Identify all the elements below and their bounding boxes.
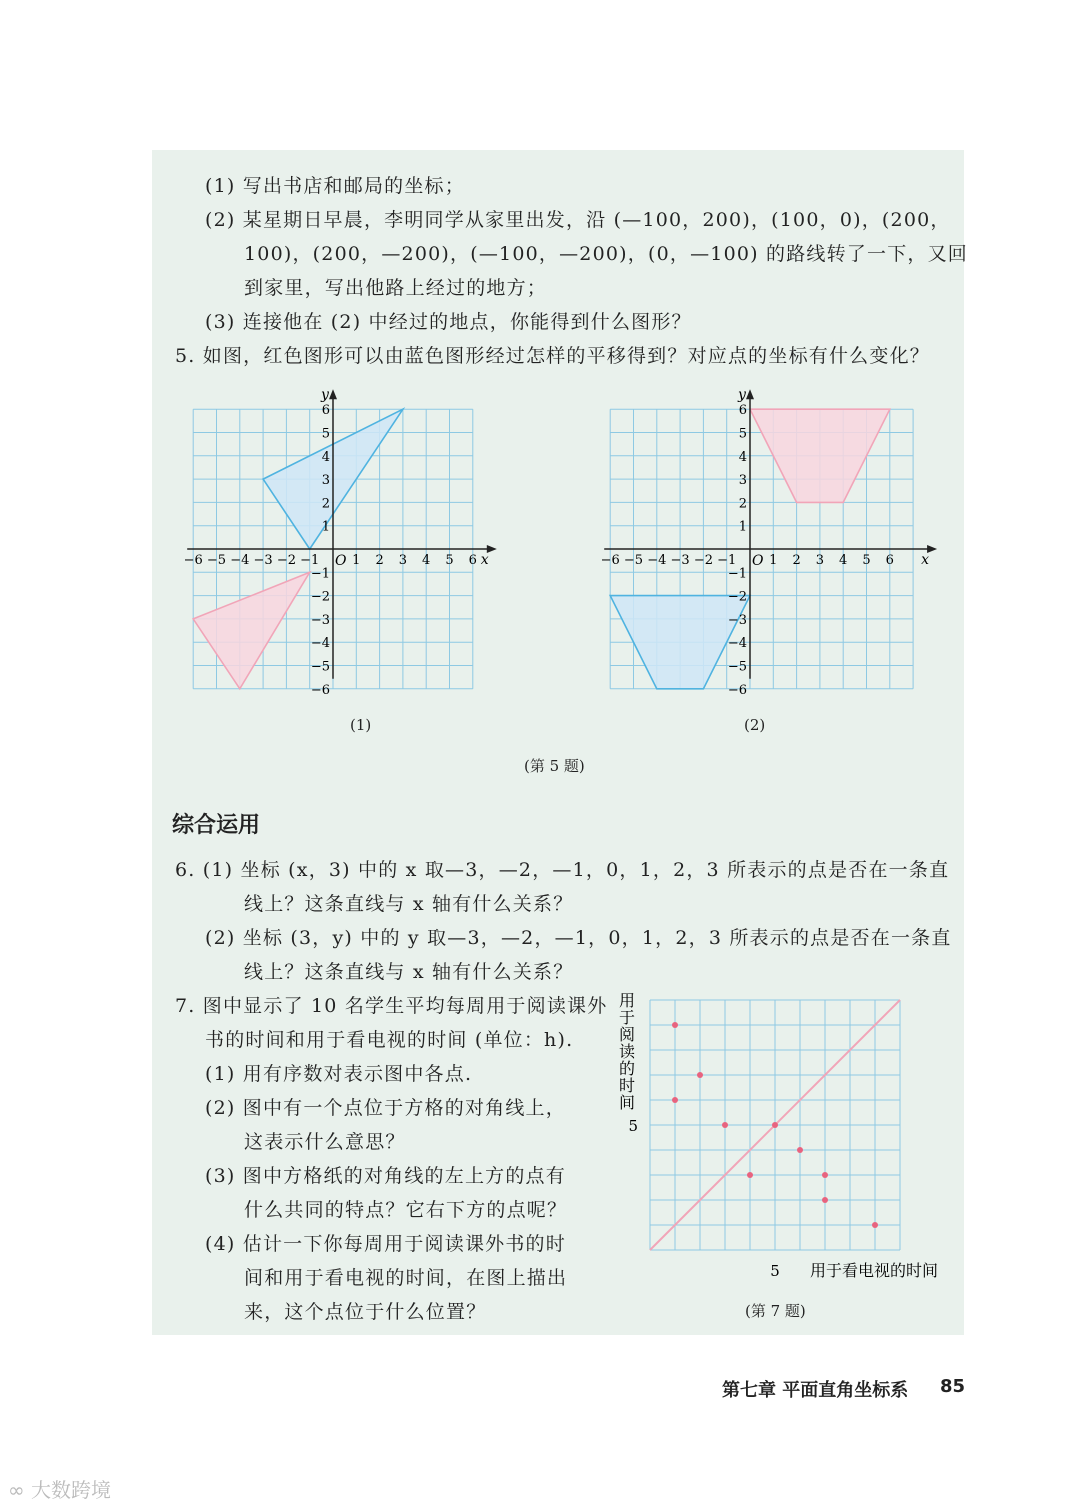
x-tick-label: 5 <box>445 553 454 568</box>
y-axis-label: y <box>321 387 329 404</box>
y-tick-label: −2 <box>310 589 330 605</box>
problem6-q2-line1: (2) 坐标 (3，y) 中的 y 取—3，—2，—1，0，1，2，3 所表示的点是否在一条直 <box>205 927 952 949</box>
figure-5-2 <box>592 375 942 705</box>
y-tick-label: 2 <box>321 496 330 512</box>
y-tick-label: −4 <box>727 636 747 652</box>
figure-7-caption: (第 7 题) <box>745 1302 806 1320</box>
x-tick-label: 1 <box>769 553 778 568</box>
footer-chapter: 第七章 平面直角坐标系 <box>722 1380 909 1401</box>
data-point <box>772 1122 778 1128</box>
figure-5-2-label: (2) <box>744 716 766 734</box>
problem7-q4-line3: 来，这个点位于什么位置？ <box>244 1301 487 1323</box>
y-tick-label: −3 <box>310 612 330 628</box>
x-tick-label: 3 <box>398 553 408 568</box>
x-tick-label: −6 <box>183 553 203 568</box>
problem4-q3: (3) 连接他在 (2) 中经过的地点，你能得到什么图形？ <box>205 311 692 333</box>
x-tick-label: −1 <box>717 553 737 568</box>
x-tick-label: −4 <box>230 553 250 568</box>
problem6-q2-line2: 线上？这条直线与 x 轴有什么关系？ <box>244 961 574 983</box>
y-axis-label: 用于阅读的时间 <box>618 991 636 1112</box>
y-tick-label: 5 <box>321 426 330 442</box>
data-point <box>672 1022 678 1028</box>
problem7-q1: (1) 用有序数对表示图中各点. <box>205 1063 473 1085</box>
y-axis-label: y <box>738 387 746 404</box>
x-axis-label: 用于看电视的时间 <box>810 1261 939 1280</box>
data-point <box>672 1097 678 1103</box>
data-point <box>722 1122 728 1128</box>
section-title: 综合运用 <box>172 813 261 838</box>
data-point <box>797 1147 803 1153</box>
y-tick-label: 5 <box>628 1117 638 1135</box>
x-tick-label: 6 <box>468 553 477 568</box>
x-tick-label: 1 <box>352 553 361 568</box>
problem7-q2-line1: (2) 图中有一个点位于方格的对角线上， <box>205 1097 566 1119</box>
x-tick-label: −5 <box>623 553 644 568</box>
y-axis-arrow <box>746 389 754 399</box>
shape-1 <box>193 572 310 689</box>
y-tick-label: −1 <box>310 566 330 582</box>
y-tick-label: 6 <box>738 403 747 419</box>
y-tick-label: −1 <box>727 566 747 582</box>
y-tick-label: −2 <box>727 589 747 605</box>
y-tick-label: 5 <box>738 426 747 442</box>
problem4-q2-line2: 100)，(200，—200)，(—100，—200)，(0，—100) 的路线转了一下，又回 <box>244 243 969 265</box>
data-point <box>747 1172 753 1178</box>
x-tick-label: 3 <box>815 553 825 568</box>
figure-5-1-label: (1) <box>350 716 372 734</box>
x-tick-label: −2 <box>276 553 296 568</box>
origin-label: O <box>752 553 764 569</box>
y-tick-label: 6 <box>321 403 330 419</box>
figure-7 <box>612 988 952 1288</box>
y-tick-label: 4 <box>738 449 747 465</box>
problem7-q3-line1: (3) 图中方格纸的对角线的左上方的点有 <box>205 1165 566 1187</box>
page-number: 85 <box>940 1376 966 1397</box>
problem7-q2-line2: 这表示什么意思？ <box>244 1131 406 1153</box>
x-tick-label: 6 <box>885 553 894 568</box>
problem6-q1-line2: 线上？这条直线与 x 轴有什么关系？ <box>244 893 574 915</box>
x-tick-label: −1 <box>300 553 320 568</box>
x-tick-label: −3 <box>253 553 273 568</box>
origin-label: O <box>335 553 347 569</box>
figure-5-caption: (第 5 题) <box>524 757 585 775</box>
y-tick-label: −3 <box>727 612 747 628</box>
y-tick-label: −6 <box>310 682 330 698</box>
y-tick-label: 2 <box>738 496 747 512</box>
y-tick-label: 3 <box>321 473 330 489</box>
watermark-text: 大数跨境 <box>31 1478 112 1502</box>
problem4-q2-line1: (2) 某星期日早晨，李明同学从家里出发，沿 (—100，200)，(100，0)，(200， <box>205 209 951 231</box>
x-axis-label: x <box>480 552 489 568</box>
y-tick-label: 1 <box>321 519 330 535</box>
problem7-q4-line2: 间和用于看电视的时间，在图上描出 <box>244 1267 568 1289</box>
x-tick-label: 5 <box>862 553 871 568</box>
x-tick-label: −3 <box>670 553 690 568</box>
problem7-q4-line1: (4) 估计一下你每周用于阅读课外书的时 <box>205 1233 566 1255</box>
data-point <box>822 1172 828 1178</box>
problem4-q2-line3: 到家里，写出他路上经过的地方； <box>244 277 548 299</box>
x-tick-label: 2 <box>792 553 801 568</box>
x-tick-label: 4 <box>422 553 431 568</box>
problem7-line1: 7. 图中显示了 10 名学生平均每周用于阅读课外 <box>175 995 608 1017</box>
y-tick-label: −5 <box>310 659 330 675</box>
data-point <box>822 1197 828 1203</box>
x-tick-label: 2 <box>375 553 384 568</box>
y-tick-label: −4 <box>310 636 330 652</box>
problem7-line2: 书的时间和用于看电视的时间 (单位：h). <box>205 1029 574 1051</box>
y-tick-label: 1 <box>738 519 747 535</box>
y-tick-label: −5 <box>727 659 747 675</box>
y-tick-label: 3 <box>738 473 747 489</box>
problem5-text: 5. 如图，红色图形可以由蓝色图形经过怎样的平移得到？对应点的坐标有什么变化？ <box>175 345 930 367</box>
x-tick-label: 5 <box>770 1262 780 1280</box>
y-tick-label: −6 <box>727 682 747 698</box>
x-tick-label: −2 <box>693 553 713 568</box>
y-tick-label: 4 <box>321 449 330 465</box>
x-tick-label: −4 <box>647 553 667 568</box>
figure-5-1 <box>175 375 530 705</box>
x-axis-label: x <box>921 552 930 568</box>
x-tick-label: −5 <box>206 553 227 568</box>
watermark <box>8 1474 111 1503</box>
y-axis-arrow <box>329 389 337 399</box>
watermark-icon: ∞ <box>8 1478 25 1502</box>
problem4-q1: (1) 写出书店和邮局的坐标； <box>205 175 465 197</box>
data-point <box>872 1222 878 1228</box>
x-tick-label: −6 <box>600 553 620 568</box>
x-tick-label: 4 <box>839 553 848 568</box>
data-point <box>697 1072 703 1078</box>
problem7-q3-line2: 什么共同的特点？它右下方的点呢？ <box>244 1199 568 1221</box>
problem6-q1-line1: 6. (1) 坐标 (x，3) 中的 x 取—3，—2，—1，0，1，2，3 所表示的点是否在一条直 <box>175 859 950 881</box>
